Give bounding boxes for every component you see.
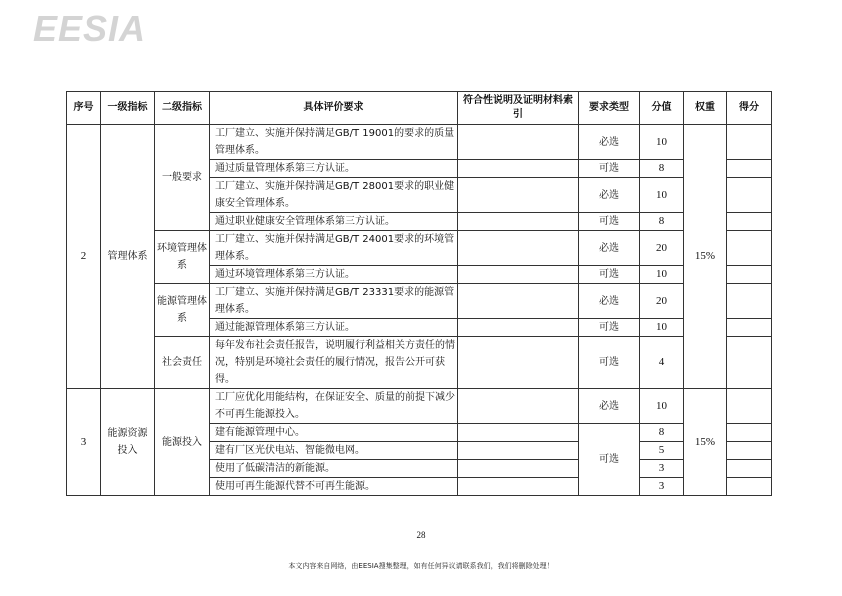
header-weight: 权重 [684,92,727,125]
got-cell[interactable] [727,213,772,231]
evidence-cell[interactable] [458,442,579,460]
type-cell: 必选 [579,125,640,160]
section-level1: 管理体系 [101,125,155,389]
requirement-cell: 使用可再生能源代替不可再生能源。 [210,478,458,496]
type-cell: 可选 [579,160,640,178]
got-cell[interactable] [727,319,772,337]
footer-disclaimer: 本文内容来自网络，由EESIA搜集整理，如有任何异议请联系我们，我们将删除处理！ [288,562,554,570]
requirement-cell: 工厂建立、实施并保持满足GB/T 28001要求的职业健康安全管理体系。 [210,178,458,213]
score-cell: 8 [640,424,684,442]
header-seq: 序号 [67,92,101,125]
type-cell: 必选 [579,389,640,424]
evidence-cell[interactable] [458,178,579,213]
header-level1: 一级指标 [101,92,155,125]
type-cell: 必选 [579,231,640,266]
score-cell: 10 [640,389,684,424]
got-cell[interactable] [727,442,772,460]
requirement-cell: 工厂建立、实施并保持满足GB/T 19001的要求的质量管理体系。 [210,125,458,160]
table-row [67,337,772,389]
requirement-cell: 通过环境管理体系第三方认证。 [210,266,458,284]
evidence-cell[interactable] [458,389,579,424]
requirement-cell: 建有厂区光伏电站、智能微电网。 [210,442,458,460]
type-cell: 可选 [579,319,640,337]
requirement-cell: 工厂建立、实施并保持满足GB/T 23331要求的能源管理体系。 [210,284,458,319]
page-number: 28 [416,530,426,540]
requirement-cell: 建有能源管理中心。 [210,424,458,442]
section-level2: 社会责任 [155,337,210,389]
type-cell: 可选 [579,213,640,231]
score-cell: 3 [640,478,684,496]
type-cell: 可选 [579,424,640,496]
table-row [67,231,772,266]
got-cell[interactable] [727,478,772,496]
requirement-cell: 工厂应优化用能结构，在保证安全、质量的前提下减少不可再生能源投入。 [210,389,458,424]
got-cell[interactable] [727,389,772,424]
score-cell: 4 [640,337,684,389]
requirement-cell: 通过质量管理体系第三方认证。 [210,160,458,178]
eesia-logo: EESIA [33,8,147,49]
evidence-cell[interactable] [458,231,579,266]
evidence-cell[interactable] [458,213,579,231]
got-cell[interactable] [727,125,772,160]
evidence-cell[interactable] [458,125,579,160]
got-cell[interactable] [727,460,772,478]
section-level2: 环境管理体系 [155,231,210,284]
table-header-row [67,92,772,125]
score-cell: 10 [640,178,684,213]
evidence-cell[interactable] [458,319,579,337]
evidence-cell[interactable] [458,460,579,478]
table-row [67,125,772,160]
score-cell: 20 [640,284,684,319]
section-level1: 能源资源投入 [101,389,155,496]
score-cell: 10 [640,266,684,284]
evidence-cell[interactable] [458,284,579,319]
got-cell[interactable] [727,337,772,389]
weight-cell: 15% [684,389,727,496]
evaluation-table [66,91,772,496]
score-cell: 8 [640,160,684,178]
type-cell: 必选 [579,284,640,319]
score-cell: 5 [640,442,684,460]
got-cell[interactable] [727,231,772,266]
header-level2: 二级指标 [155,92,210,125]
requirement-cell: 每年发布社会责任报告，说明履行利益相关方责任的情况，特别是环境社会责任的履行情况，报告公开可获得。 [210,337,458,389]
type-cell: 必选 [579,178,640,213]
got-cell[interactable] [727,178,772,213]
got-cell[interactable] [727,424,772,442]
evidence-cell[interactable] [458,478,579,496]
score-cell: 20 [640,231,684,266]
header-got: 得分 [727,92,772,125]
table-row [67,389,772,424]
section-level2: 能源投入 [155,389,210,496]
score-cell: 10 [640,319,684,337]
weight-cell: 15% [684,125,727,389]
requirement-cell: 使用了低碳清洁的新能源。 [210,460,458,478]
header-evidence: 符合性说明及证明材料索引 [458,92,579,125]
evidence-cell[interactable] [458,424,579,442]
type-cell: 可选 [579,266,640,284]
header-score: 分值 [640,92,684,125]
score-cell: 3 [640,460,684,478]
requirement-cell: 工厂建立、实施并保持满足GB/T 24001要求的环境管理体系。 [210,231,458,266]
header-type: 要求类型 [579,92,640,125]
section-level2: 一般要求 [155,125,210,231]
table-row [67,284,772,319]
evidence-cell[interactable] [458,266,579,284]
got-cell[interactable] [727,284,772,319]
section-seq: 3 [67,389,101,496]
score-cell: 10 [640,125,684,160]
section-level2: 能源管理体系 [155,284,210,337]
requirement-cell: 通过职业健康安全管理体系第三方认证。 [210,213,458,231]
evidence-cell[interactable] [458,160,579,178]
got-cell[interactable] [727,160,772,178]
requirement-cell: 通过能源管理体系第三方认证。 [210,319,458,337]
got-cell[interactable] [727,266,772,284]
type-cell: 可选 [579,337,640,389]
header-requirement: 具体评价要求 [210,92,458,125]
section-seq: 2 [67,125,101,389]
evidence-cell[interactable] [458,337,579,389]
score-cell: 8 [640,213,684,231]
